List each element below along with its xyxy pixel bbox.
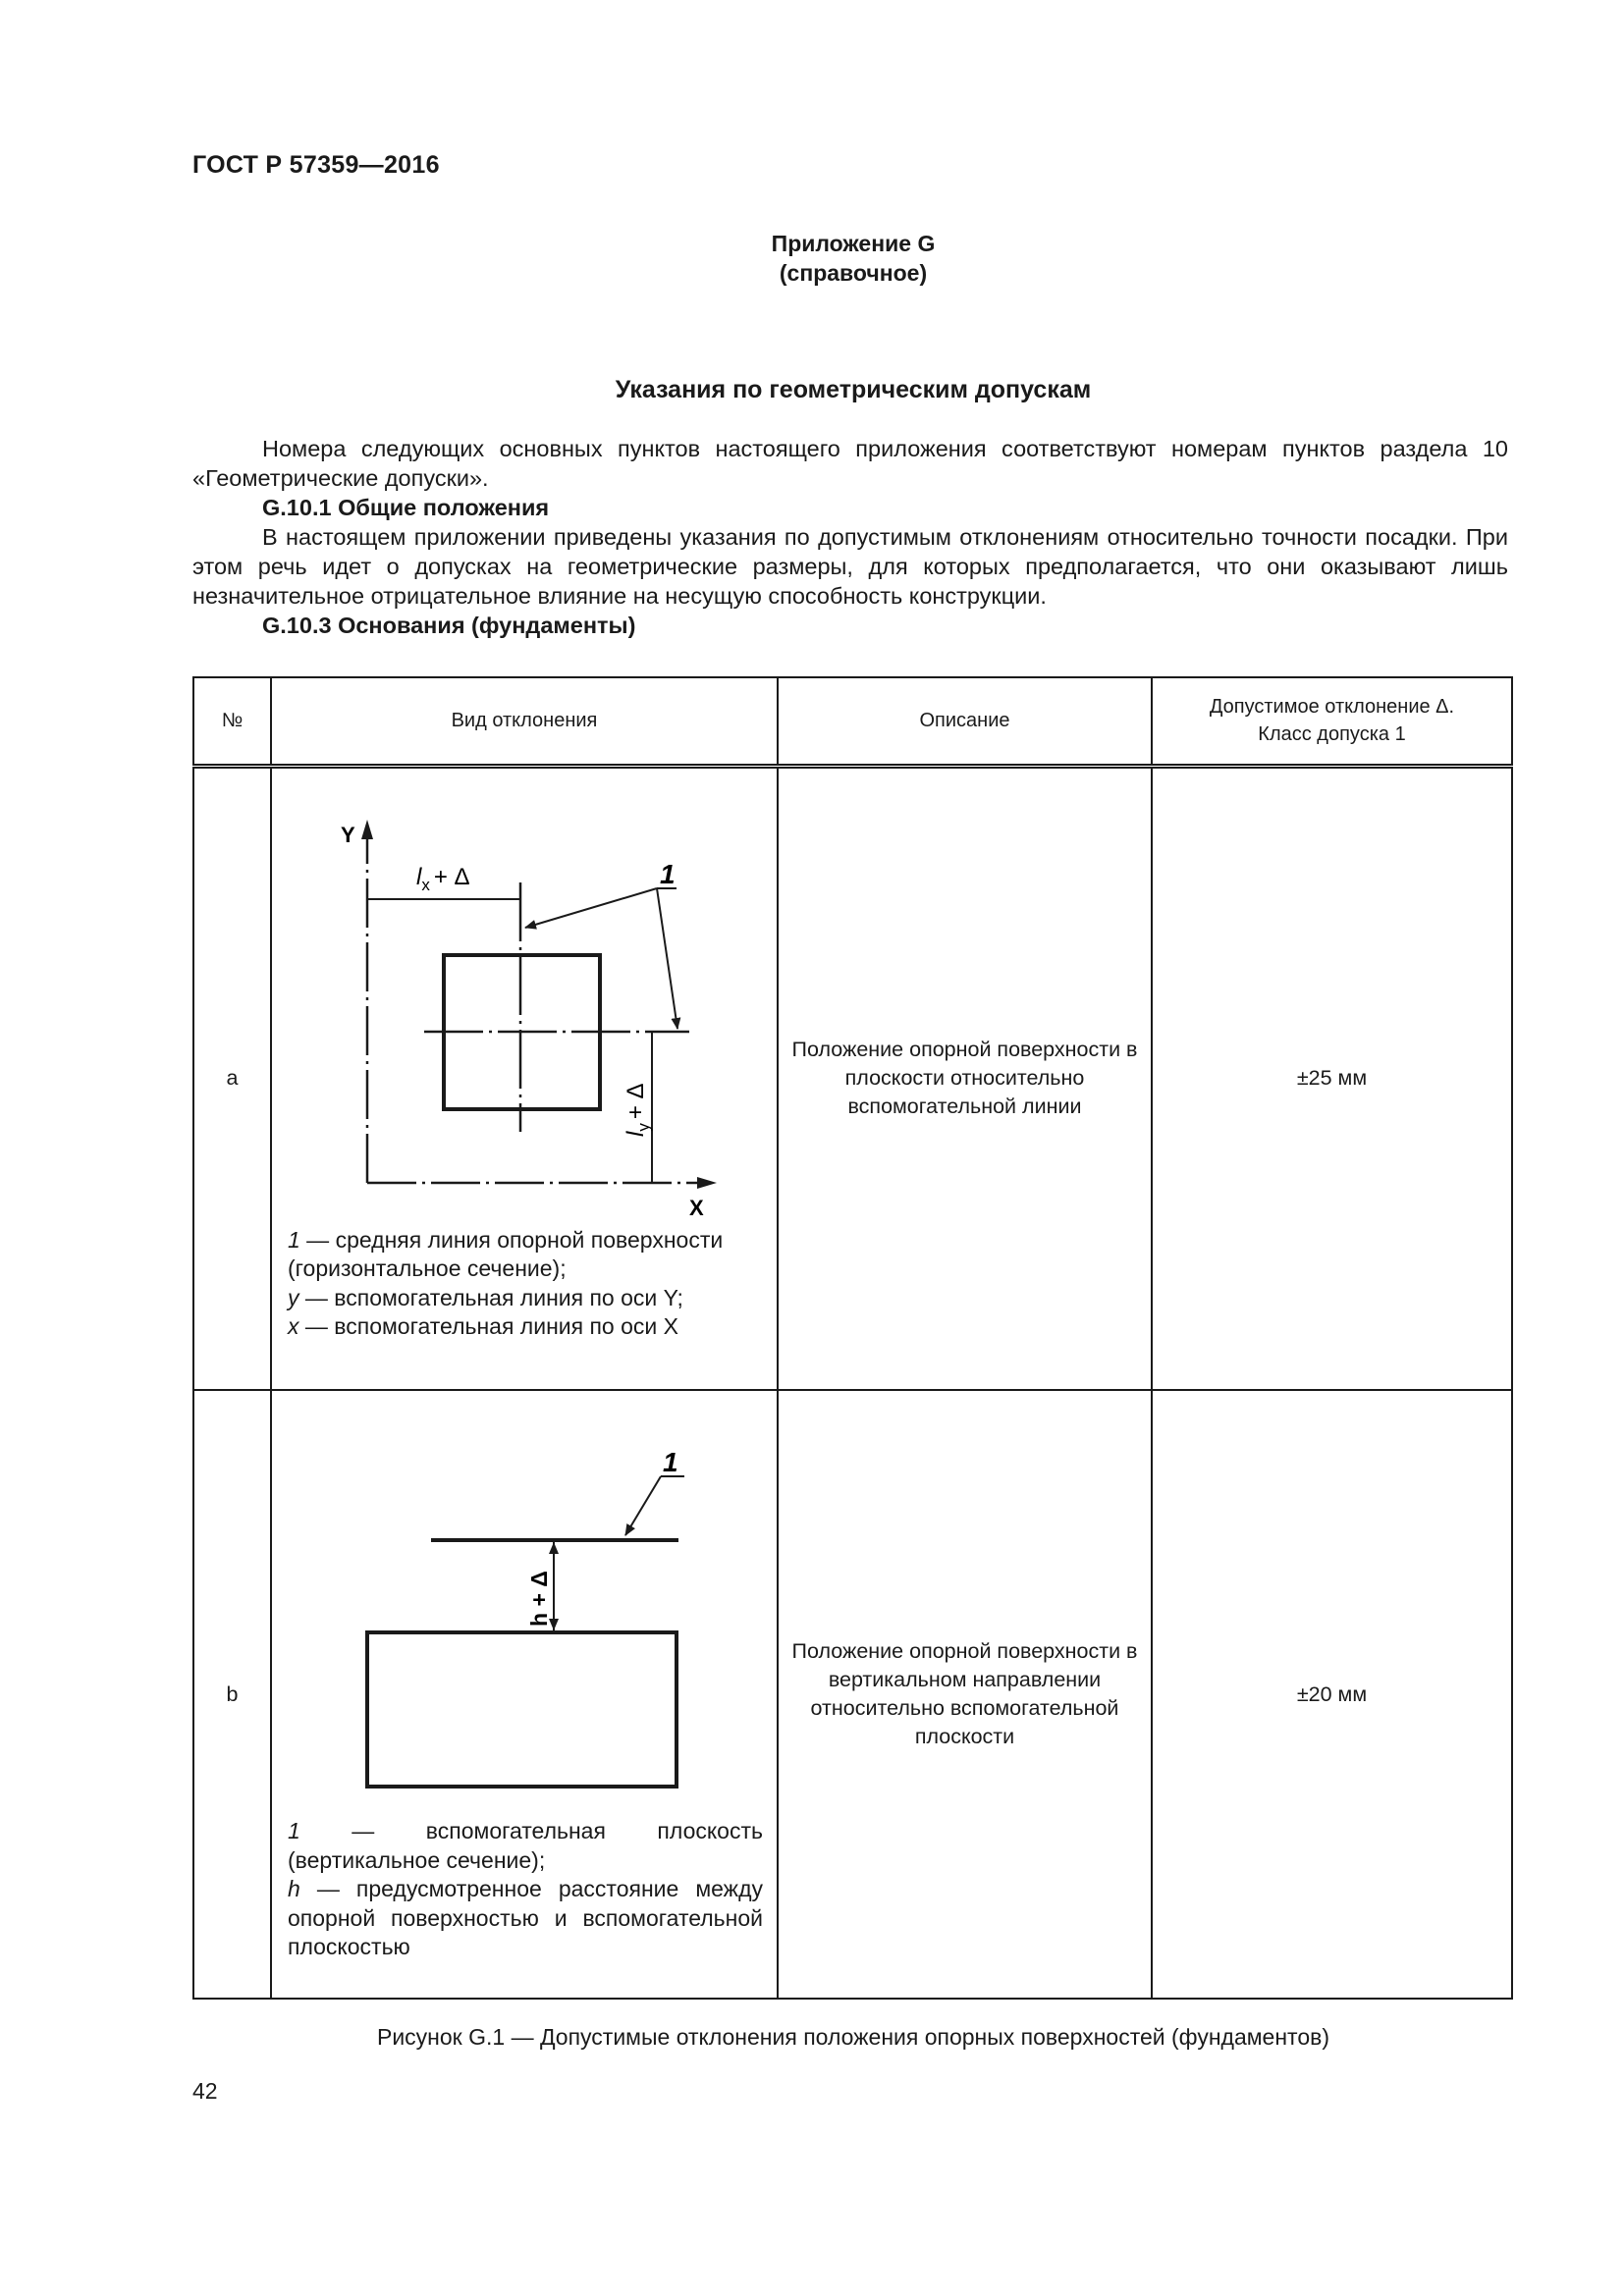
page-number: 42 [192,2078,218,2104]
dim-x-label: $l_x + \Delta$ [416,863,470,894]
dim-h-arrow-top [549,1542,559,1554]
callout-leader [625,1476,661,1535]
x-axis-label: X [689,1195,704,1220]
heading-foundations [192,611,1508,640]
header-description: Описание [778,677,1152,766]
dim-h-label: h + Δ [526,1571,552,1627]
callout-leader-2 [657,888,677,1029]
y-axis-label: Y [341,822,355,847]
appendix-title: Приложение G [771,231,936,256]
heading-general [192,493,1508,522]
figure-caption: Рисунок G.1 — Допустимые отклонения положения опорных поверхностей (фундаментов) [376,2024,1329,2050]
legend-item [288,1817,763,1875]
legend-text: — вспомогательная линия по оси X [298,1313,678,1339]
legend-item [288,1284,763,1313]
table-row [193,766,1512,1390]
legend-text: — вспомогательная плоскость (вертикальное сечение); [288,1818,763,1873]
legend-text: — средняя линия опорной поверхности (горизонтальное сечение); [288,1226,724,1281]
legend-b [288,1817,763,1962]
intro-paragraph: Номера следующих основных пунктов настоящего приложения соответствуют номерам пунктов раздела 10 «Геометрические допуски». [192,436,1508,491]
legend-key: x [288,1313,299,1339]
figure-cell-b [271,1390,778,1999]
legend-text: — вспомогательная линия по оси Y; [298,1284,683,1310]
appendix-type: (справочное) [779,260,928,286]
header-tolerance-line1: Допустимое отклонение Δ. [1209,696,1455,719]
deviation-table [192,676,1513,2000]
row-label: b [193,1390,271,1999]
legend-text: — предусмотренное расстояние между опорной поверхностью и вспомогательной плоскостью [288,1876,763,1959]
standard-header: ГОСТ Р 57359—2016 [192,151,440,179]
legend-item [288,1312,763,1342]
legend-key: y [288,1284,299,1310]
heading-general-text: G.10.1 Общие положения [262,495,550,520]
y-axis-arrow [361,820,373,839]
header-number: № [193,677,271,766]
row-label: a [193,766,271,1390]
legend-item [288,1226,763,1284]
legend-key: 1 [288,1818,300,1843]
callout-label: 1 [660,858,676,889]
header-tolerance-line2: Класс допуска 1 [1258,723,1406,746]
section-title: Указания по геометрическим допускам [615,376,1092,403]
header-tolerance [1152,677,1512,766]
table-row [193,1390,1512,1999]
row-tolerance: ±25 мм [1152,766,1512,1390]
legend-key: 1 [288,1226,300,1253]
row-tolerance: ±20 мм [1152,1390,1512,1999]
table-header-row [193,677,1512,766]
legend-a [288,1226,763,1342]
x-axis-arrow [697,1177,717,1189]
callout-leader-1 [525,888,657,928]
general-paragraph: В настоящем приложении приведены указания по допустимым отклонениям относительно точности посадки. При этом речь идет о допусках на геометрические размеры, для которых предполагается, что они оказывают лишь незначительное отрицательное влияние на несущую способность конструкции. [192,524,1508,609]
callout-label: 1 [663,1447,678,1477]
row-description: Положение опорной поверхности в вертикальном направлении относительно вспомогательной плоскости [778,1390,1152,1999]
dim-y-label: $l_y+ \Delta$ [623,1082,653,1137]
heading-foundations-text: G.10.3 Основания (фундаменты) [262,613,636,638]
legend-key: h [288,1876,300,1901]
row-description: Положение опорной поверхности в плоскости относительно вспомогательной линии [778,766,1152,1390]
support-block [367,1632,677,1787]
figure-cell-a [271,766,778,1390]
legend-item [288,1875,763,1962]
header-deviation-type: Вид отклонения [271,677,778,766]
